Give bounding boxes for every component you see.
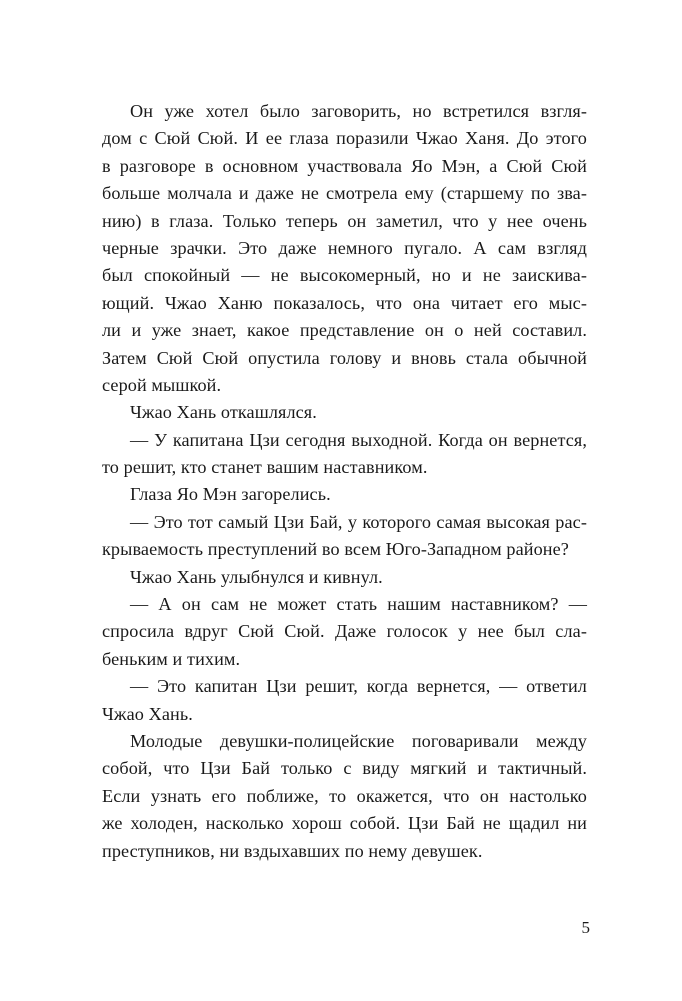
text-line: спросила вдруг Сюй Сюй. Даже голосок у нее был сла-	[102, 621, 587, 642]
text-line: собой, что Цзи Бай только с виду мягкий и тактичный.	[102, 758, 587, 779]
text-line: же холоден, насколько хорош собой. Цзи Бай не щадил ни	[102, 813, 587, 834]
text-line: крываемость преступлений во всем Юго-Западном районе?	[102, 539, 569, 560]
text-line: Чжао Хань.	[102, 703, 193, 724]
text-line: преступников, ни вздыхавших по нему девушек.	[102, 840, 483, 861]
text-line: Чжао Хань улыбнулся и кивнул.	[130, 566, 383, 587]
text-line: в разговоре в основном участвовала Яо Мэн, а Сюй Сюй	[102, 155, 587, 176]
text-line: ли и уже знает, какое представление он о ней составил.	[102, 320, 587, 341]
text-line: нию) в глаза. Только теперь он заметил, что у нее очень	[102, 210, 587, 231]
text-line: — Это тот самый Цзи Бай, у которого самая высокая рас-	[130, 511, 587, 532]
text-line: — У капитана Цзи сегодня выходной. Когда он вернется,	[130, 429, 587, 450]
text-line: Затем Сюй Сюй опустила голову и вновь стала обычной	[102, 347, 587, 368]
body-text	[102, 98, 587, 865]
text-line: — Это капитан Цзи решит, когда вернется, — ответил	[130, 676, 587, 697]
text-line: черные зрачки. Это даже немного пугало. А сам взгляд	[102, 237, 587, 258]
text-line: дом с Сюй Сюй. И ее глаза поразили Чжао Ханя. До этого	[102, 128, 587, 149]
page-number: 5	[581, 918, 590, 937]
text-line: больше молчала и даже не смотрела ему (старшему по зва-	[102, 183, 587, 204]
text-line: серой мышкой.	[102, 374, 222, 395]
text-line: Глаза Яо Мэн загорелись.	[130, 484, 331, 505]
text-line: беньким и тихим.	[102, 648, 241, 669]
text-line: был спокойный — не высокомерный, но и не заискива-	[102, 265, 587, 286]
text-line: ющий. Чжао Ханю показалось, что она читает его мыс-	[102, 292, 587, 313]
text-line: Чжао Хань откашлялся.	[130, 402, 317, 423]
text-line: — А он сам не может стать нашим наставником? —	[130, 594, 587, 615]
text-line: Он уже хотел было заговорить, но встретился взгля-	[130, 101, 587, 121]
text-line: Молодые девушки-полицейские поговаривали между	[130, 730, 587, 751]
text-line: Если узнать его поближе, то окажется, что он настолько	[102, 785, 587, 806]
text-line: то решит, кто станет вашим наставником.	[102, 457, 428, 478]
